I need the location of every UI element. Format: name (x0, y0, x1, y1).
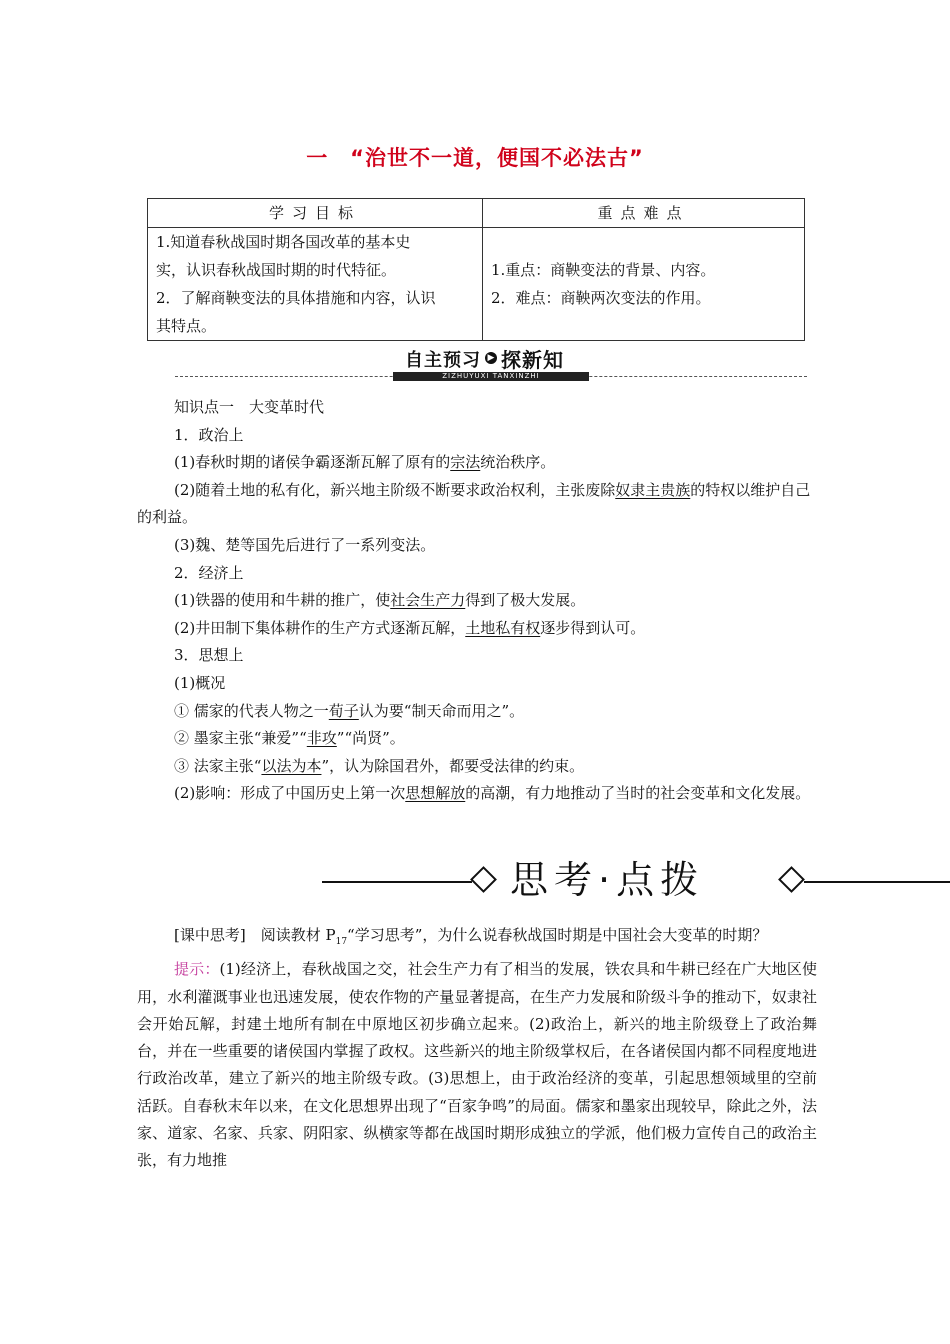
key-term: 宗法 (450, 453, 481, 472)
section-banner (175, 346, 807, 382)
thought-impact: (2)影响：形成了中国历史上第一次思想解放的高潮，有力地推动了当时的社会变革和文化发展。 (174, 784, 811, 803)
economy-item-2: (2)井田制下集体耕作的生产方式逐渐瓦解，土地私有权逐步得到认可。 (174, 618, 646, 637)
thought-overview: (1)概况 (174, 673, 226, 692)
economy-heading: 2．经济上 (174, 563, 244, 582)
key-points-cell (483, 228, 805, 341)
economy-item-1: (1)铁器的使用和牛耕的推广，使社会生产力得到了极大发展。 (174, 591, 586, 610)
banner-label-box (393, 346, 589, 380)
key-point-line: 2．难点：商鞅两次变法的作用。 (491, 289, 711, 307)
divider-line-right (804, 881, 950, 883)
politics-heading: 1．政治上 (174, 425, 244, 444)
knowledge-heading: 知识点一 大变革时代 (174, 398, 325, 416)
hint-label: 提示： (174, 960, 220, 979)
diamond-icon (470, 866, 497, 893)
goals-table (147, 198, 805, 341)
thought-item-2: ② 墨家主张“兼爱”“非攻”“尚贤”。 (174, 729, 405, 748)
goal-line: 实，认识春秋战国时期的时代特征。 (156, 261, 397, 279)
goal-line: 1.知道春秋战国时期各国改革的基本史 (156, 233, 411, 251)
goal-line: 2．了解商鞅变法的具体措施和内容，认识 (156, 289, 436, 307)
learning-goals-cell (148, 228, 483, 341)
banner-label-preview: 自主预习 (405, 350, 481, 371)
page-title: 一 “治世不一道，便国不必法古” (306, 146, 644, 170)
think-section (137, 922, 817, 1175)
banner-pinyin-bar: ZIZHUYUXI TANXINZHI (393, 372, 589, 381)
think-divider (322, 852, 950, 912)
thought-item-1: ① 儒家的代表人物之一荀子认为要“制天命而用之”。 (174, 701, 525, 720)
goals-header-left: 学习目标 (148, 199, 483, 228)
thought-heading: 3．思想上 (174, 646, 244, 665)
banner-label-explore: 探新知 (501, 348, 564, 372)
hint-text: (1)经济上，春秋战国之交，社会生产力有了相当的发展，铁农具和牛耕已经在广大地区使用，水利灌溉事业也迅速发展，使农作物的产量显著提高，在生产力发展和阶级斗争的推动下，奴隶社会开始瓦解，封建土地所有制在中原地区初步确立起来。(2)政治上，新兴的地主阶级登上了政治舞台，并在一些重要的诸侯国内掌握了政权。这些新兴的地主阶级掌权后，在各诸侯国内都不同程度地进行政治改革，建立了新兴的地主阶级专政。(3)思想上，由于政治经济的变革，引起思想领域里的空前活跃。自春秋末年以来，在文化思想界出现了“百家争鸣”的局面。儒家和墨家出现较早，除此之外，法家、道家、名家、兵家、阴阳家、纵横家等都在战国时期形成独立的学派，他们极力宣传自己的政治主张，有力地推 (137, 960, 817, 1170)
key-point-line: 1.重点：商鞅变法的背景、内容。 (491, 261, 716, 279)
think-hint (137, 956, 817, 1174)
politics-item-2: (2)随着土地的私有化，新兴地主阶级不断要求政治权利，主张废除奴隶主贵族的特权以维护自己的利益。 (137, 480, 811, 527)
think-question: [课中思考] 阅读教材 $P_{17}“$学习思考”，为什么说春秋战国时期是中国社会大变革的时期？ (174, 926, 768, 947)
thought-item-3: ③ 法家主张“以法为本”，认为除国君外，都要受法律的约束。 (174, 756, 585, 775)
key-term: 土地私有权 (465, 618, 541, 637)
key-term: 思想解放 (405, 784, 466, 803)
goals-header-right: 重点难点 (483, 199, 805, 228)
goal-line: 其特点。 (156, 317, 217, 335)
key-term: 非攻 (306, 729, 337, 748)
diamond-icon (778, 866, 805, 893)
arrow-right-icon: ▶ (485, 352, 497, 364)
knowledge-section (137, 394, 817, 808)
key-term: 社会生产力 (390, 591, 466, 610)
table-underline (147, 340, 175, 341)
key-term: 以法为本 (261, 756, 322, 775)
key-term: 荀子 (328, 701, 359, 720)
politics-item-3: (3)魏、楚等国先后进行了一系列变法。 (174, 535, 436, 554)
key-term: 奴隶主贵族 (615, 480, 691, 499)
think-tag: [课中思考] (174, 926, 246, 944)
politics-item-1: (1)春秋时期的诸侯争霸逐渐瓦解了原有的宗法统治秩序。 (174, 453, 556, 472)
divider-line-left (322, 881, 472, 883)
divider-label: 思考·点拨 (510, 858, 705, 902)
